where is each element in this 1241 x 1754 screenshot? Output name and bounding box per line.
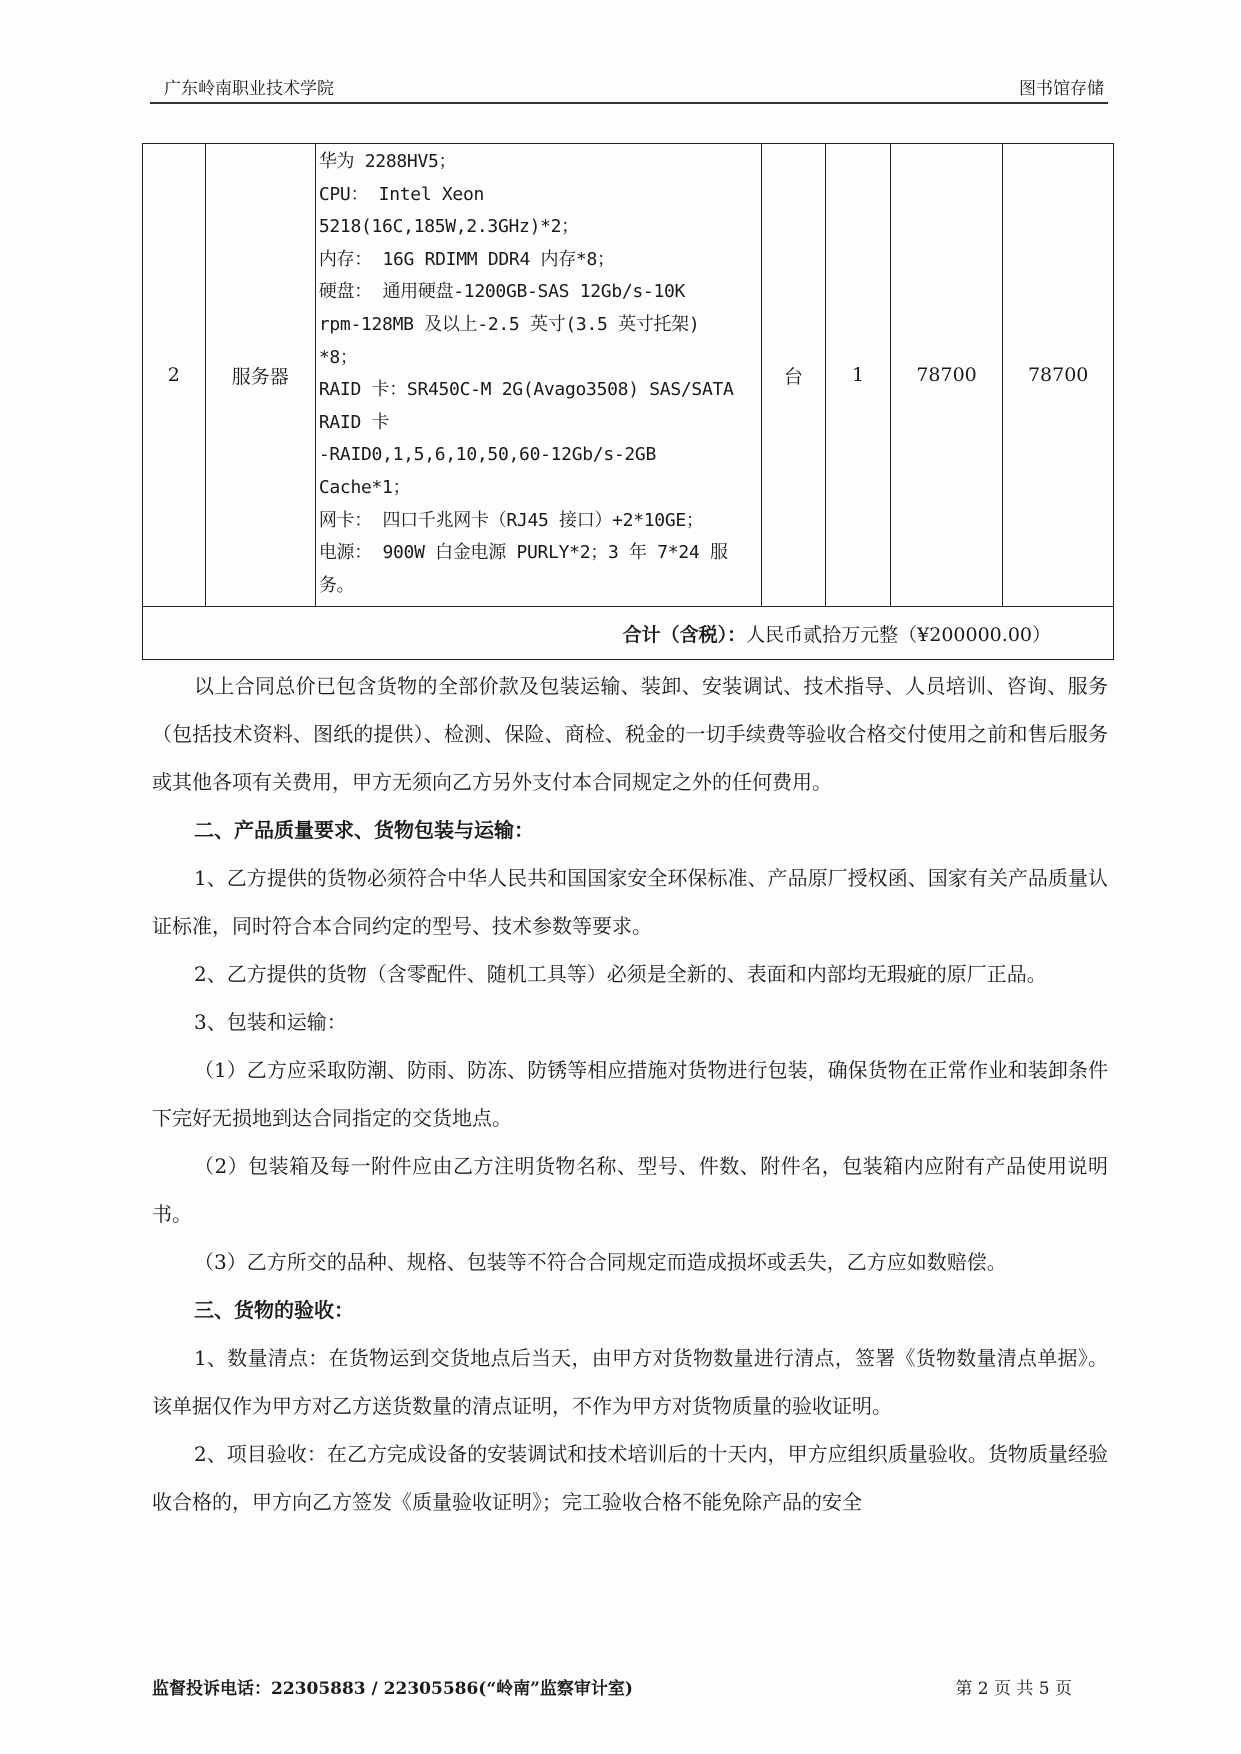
- paragraph-acceptance-2: 2、项目验收：在乙方完成设备的安装调试和技术培训后的十天内，甲方应组织质量验收。货物质量经验收合格的，甲方向乙方签发《质量验收证明》；完工验收合格不能免除产品的安全: [152, 1442, 1108, 1514]
- item-unit: 台: [761, 144, 826, 607]
- spec-line: 硬盘： 通用硬盘-1200GB-SAS 12Gb/s-10K: [318, 281, 686, 303]
- total-label: 合计（含税）：: [622, 623, 747, 646]
- item-name: 服务器: [205, 144, 315, 607]
- complaint-phone: 监督投诉电话：22305883 / 22305586(“岭南”监察审计室): [152, 1679, 633, 1699]
- spec-line: RAID 卡：SR450C-M 2G(Avago3508) SAS/SATA: [318, 379, 734, 401]
- spec-line: *8；: [318, 346, 358, 368]
- spec-line: 网卡： 四口千兆网卡（RJ45 接口）+2*10GE；: [318, 509, 704, 531]
- page-footer: [152, 1674, 1072, 1699]
- spec-line: 5218(16C,185W,2.3GHz)*2；: [318, 216, 579, 238]
- spec-line: 电源： 900W 白金电源 PURLY*2；3 年 7*24 服: [318, 542, 728, 564]
- paragraph-packaging-1: （1）乙方应采取防潮、防雨、防冻、防锈等相应措施对货物进行包装，确保货物在正常作业和装卸条件下完好无损地到达合同指定的交货地点。: [152, 1058, 1108, 1130]
- document-category: 图书馆存储: [1019, 79, 1104, 99]
- spec-line: Cache*1；: [318, 476, 411, 498]
- paragraph-quality-1: 1、乙方提供的货物必须符合中华人民共和国国家安全环保标准、产品原厂授权函、国家有关产品质量认证标准，同时符合本合同约定的型号、技术参数等要求。: [152, 866, 1108, 938]
- table-row: [143, 144, 1114, 607]
- page-number: 第 2 页 共 5 页: [955, 1679, 1072, 1699]
- section-heading-quality: 二、产品质量要求、货物包装与运输：: [194, 818, 534, 842]
- page-header: [150, 72, 1108, 104]
- section-heading-acceptance: 三、货物的验收：: [194, 1298, 354, 1322]
- school-name: 广东岭南职业技术学院: [164, 79, 334, 99]
- total-cell: [143, 607, 1114, 660]
- spec-line: 务。: [318, 574, 355, 596]
- item-specification: [315, 144, 761, 607]
- item-total-price: 78700: [1003, 144, 1114, 607]
- paragraph-packaging-3: （3）乙方所交的品种、规格、包装等不符合合同规定而造成损坏或丢失，乙方应如数赔偿。: [194, 1250, 1007, 1274]
- paragraph-price-inclusion: 以上合同总价已包含货物的全部价款及包装运输、装卸、安装调试、技术指导、人员培训、咨询、服务（包括技术资料、图纸的提供）、检测、保险、商检、税金的一切手续费等验收合格交付使用之前和售后服务或其他各项有关费用，甲方无须向乙方另外支付本合同规定之外的任何费用。: [152, 674, 1108, 794]
- spec-line: 华为 2288HV5；: [318, 151, 457, 172]
- contract-body: [152, 662, 1108, 1526]
- paragraph-packaging: 3、包装和运输：: [194, 1010, 347, 1034]
- item-unit-price: 78700: [890, 144, 1003, 607]
- paragraph-packaging-2: （2）包装箱及每一附件应由乙方注明货物名称、型号、件数、附件名，包装箱内应附有产品使用说明书。: [152, 1154, 1108, 1226]
- paragraph-quality-2: 2、乙方提供的货物（含零配件、随机工具等）必须是全新的、表面和内部均无瑕疵的原厂正品。: [194, 962, 1047, 986]
- spec-line: RAID 卡: [318, 411, 390, 433]
- paragraph-acceptance-1: 1、数量清点：在货物运到交货地点后当天，由甲方对货物数量进行清点，签署《货物数量清点单据》。该单据仅作为甲方对乙方送货数量的清点证明，不作为甲方对货物质量的验收证明。: [152, 1346, 1108, 1418]
- spec-line: CPU： Intel Xeon: [318, 183, 485, 205]
- spec-line: 内存： 16G RDIMM DDR4 内存*8；: [318, 248, 615, 270]
- item-number: 2: [143, 144, 206, 607]
- spec-line: -RAID0,1,5,6,10,50,60-12Gb/s-2GB: [318, 444, 657, 466]
- items-table: [142, 143, 1114, 660]
- item-quantity: 1: [826, 144, 891, 607]
- total-value: 人民币贰拾万元整（¥200000.00）: [746, 623, 1051, 646]
- table-total-row: [143, 607, 1114, 660]
- spec-line: rpm-128MB 及以上-2.5 英寸(3.5 英寸托架): [318, 313, 700, 335]
